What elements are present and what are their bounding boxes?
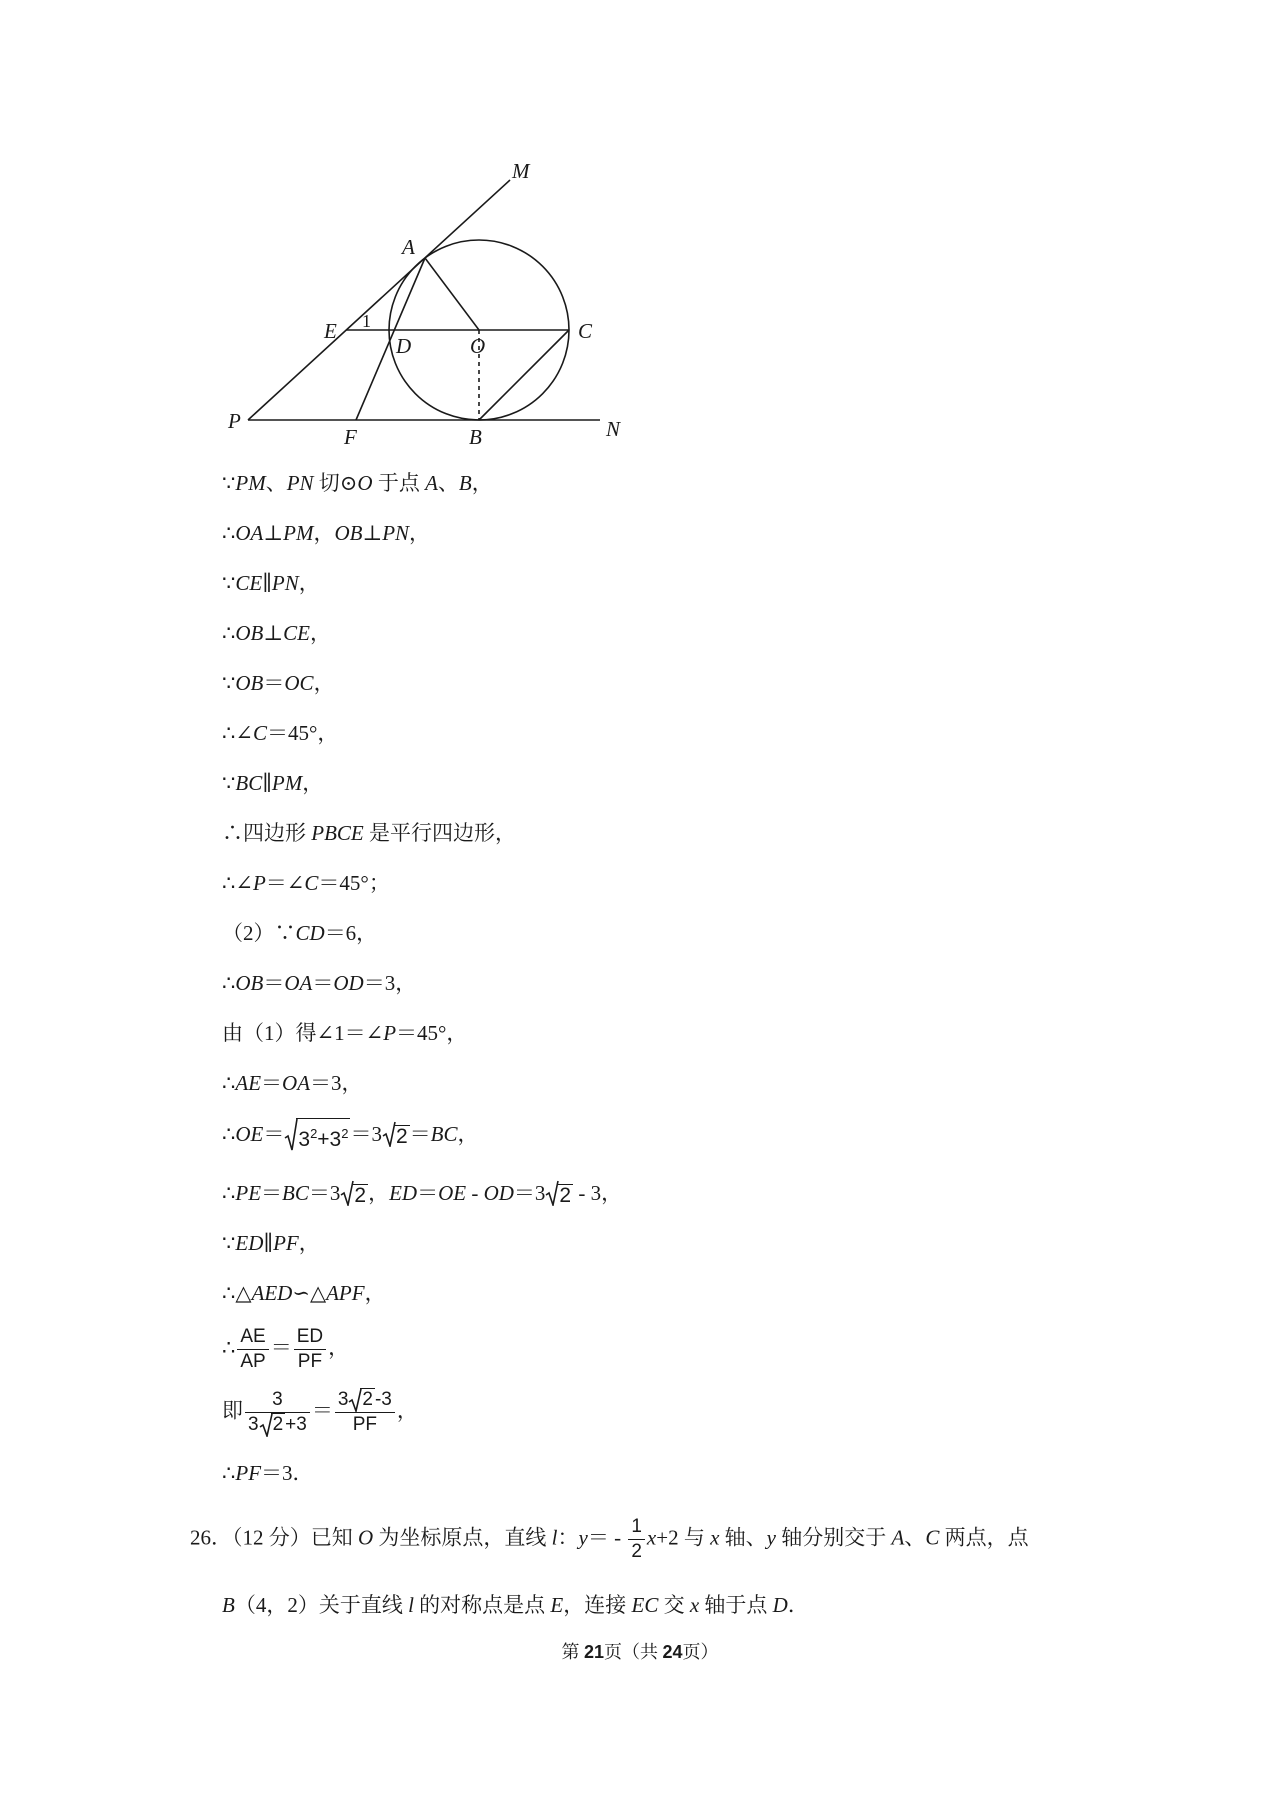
line-AO [425,258,479,330]
solution-line-14: ∴OE＝ $3^2+3^2=3$ 2＝BC， [222,1118,479,1154]
fraction-AE-AP: $\frac{AE}{AP}$ [237,1325,268,1374]
sqrt-2: 2 [545,1180,573,1210]
solution-line-17: ∴△AED∽△APF， [222,1281,386,1305]
solution-line-19: 即 3 3 2 +3 ＝ 3 2 -3 PF ， [222,1389,418,1436]
solution-line-11: ∴OB＝OA＝OD＝3， [222,971,417,995]
label-C: C [578,319,593,343]
label-F: F [344,425,357,449]
label-O: O [470,334,486,358]
sqrt-2: 2 [382,1121,410,1151]
solution-line-20: ∴PF＝3． [222,1461,314,1485]
sqrt-2: 2 [259,1413,286,1437]
solution-line-8: ∴四边形 PBCE 是平行四边形， [222,821,516,845]
solution-line-9: ∴∠P＝∠C＝45°； [222,871,390,895]
label-D: D [396,334,412,358]
solution-line-13: ∴AE＝OA＝3， [222,1071,363,1095]
sqrt-2: 2 [340,1180,368,1210]
geometry-figure [220,158,640,463]
fraction-one-half: $\frac{1}{2}$ [628,1515,645,1564]
label-P: P [228,409,241,433]
label-M: M [512,159,530,183]
solution-line-2: ∴OA⊥PM，OB⊥PN， [222,521,431,545]
label-N: N [606,417,621,441]
sqrt-2: 2 [348,1388,375,1412]
solution-line-5: ∵OB＝OC， [222,671,335,695]
solution-line-7: ∵BC∥PM， [222,771,324,795]
solution-line-16: ∵ED∥PF， [222,1231,320,1255]
fraction-ED-PF: $\frac{ED}{PF}$ [294,1325,326,1374]
solution-line-6: ∴∠C＝45°， [222,721,339,745]
solution-line-18: ∴ $\frac{AE}{AP}$ ＝ $\frac{ED}{PF}$ ， [222,1326,350,1372]
label-1: 1 [362,311,371,331]
line-BC [479,330,569,420]
geometry-diagram [220,158,640,458]
page-number: 21 [583,1642,604,1662]
label-A: A [402,235,415,259]
solution-line-15: ∴PE＝BC＝3 2，ED＝OE - OD＝3 2 - 3， [222,1178,622,1210]
solution-line-1: ∵PM、PN 切⊙O 于点 A、B， [222,471,493,495]
page-total: 24 [662,1642,683,1662]
solution-line-3: ∵CE∥PN， [222,571,320,595]
label-E: E [324,319,337,343]
solution-line-10: （2）∵CD＝6， [222,921,378,945]
line-AF [356,258,425,420]
fraction-3sqrt2-minus-3-over-PF: 3 2 -3 PF [335,1388,395,1437]
page-footer: 第 21页（共 24页） [561,1642,719,1662]
sqrt-3sq-plus-3sq: $3^2+3^2$ [284,1118,350,1154]
fraction-3-over-3sqrt2-plus-3: 3 3 2 +3 [245,1388,310,1437]
label-B: B [469,425,482,449]
line-PM [248,180,510,420]
solution-line-12: 由（1）得∠1＝∠P＝45°， [222,1021,468,1045]
question-26-line-2: B（4，2）关于直线 l 的对称点是点 E，连接 EC 交 x 轴于点 D． [222,1593,809,1617]
solution-line-4: ∴OB⊥CE， [222,621,331,645]
question-26-line-1: 26．（12 分）已知 O 为坐标原点，直线 l：y＝ - $\frac{1}{2}$ x+2 与 x 轴、y 轴分别交于 A、C 两点，点 [190,1516,1029,1562]
